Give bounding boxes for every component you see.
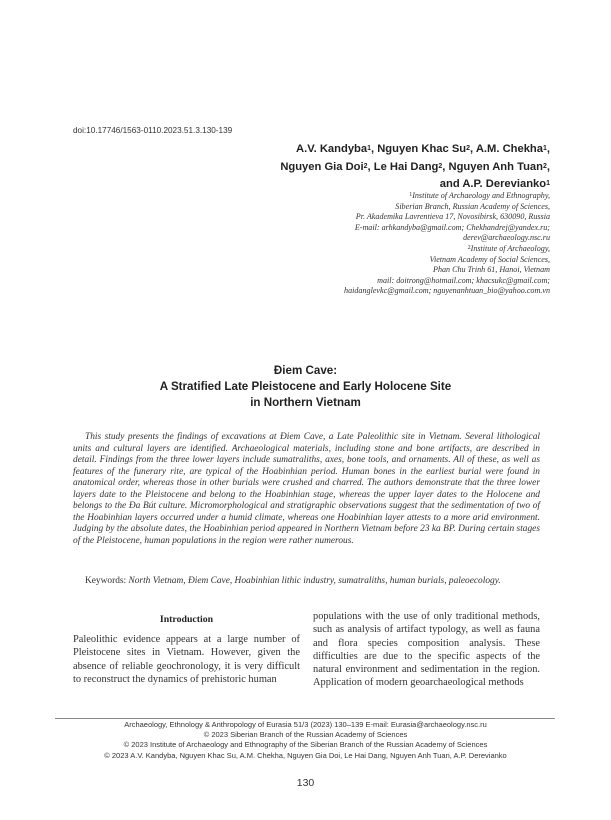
author-line-text: A.V. Kandyba	[296, 143, 368, 155]
affiliation-line	[344, 191, 550, 202]
affiliation-line	[344, 265, 550, 276]
title-line: A Stratified Late Pleistocene and Early Holocene Site	[159, 380, 452, 393]
footer-line: © 2023 Institute of Archaeology and Ethnography of the Siberian Branch of the Russian Academy of Sciences	[123, 740, 488, 750]
affiliation-line	[344, 255, 550, 266]
author-line-text: , Nguyen Anh Tuan	[442, 160, 543, 173]
author-line-text: ,	[546, 160, 550, 173]
affiliation-line-text: Pr. Akademika Lavrentieva 17, Novosibirsk, 630090, Russia	[355, 212, 550, 222]
keywords-list: North Vietnam, Điem Cave, Hoabinhian lithic industry, sumatraliths, human burials, paleoecology.	[128, 576, 501, 586]
affiliation-line-text: derev@archaeology.nsc.ru	[463, 233, 550, 243]
author-line-text: Nguyen Gia Doi	[280, 160, 364, 173]
affiliation-line-text: Siberian Branch, Russian Academy of Sciences,	[395, 201, 550, 211]
body-column-left: Paleolithic evidence appears at a large number of Pleistocene sites in Vietnam. However, given the absence of reliable geochronology, it is very difficult to reconstruct the dynamics of prehistoric human	[73, 634, 300, 685]
footer-line: © 2023 Siberian Branch of the Russian Academy of Sciences	[203, 730, 408, 740]
footnote-marker: 1	[542, 145, 547, 152]
footer-divider	[55, 718, 555, 719]
affiliation-line	[344, 276, 550, 287]
footnote-marker: 2	[467, 244, 471, 251]
section-heading-introduction: Introduction	[159, 614, 214, 625]
author-line-text: , Nguyen Khac Su	[371, 143, 467, 155]
author-line-text: , A.M. Chekha	[470, 143, 543, 155]
title-line: Điem Cave:	[273, 364, 338, 377]
article-title	[0, 363, 611, 411]
affiliation-line	[344, 286, 550, 297]
abstract: This study presents the findings of excavations at Điem Cave, a Late Paleolithic site in Vietnam. Several lithological units and cultural layers are identified. Archaeological materials, including stone and bone artifacts, are described in detail. Findings from the three lower layers include sumatraliths, axes, bone tools, and ornaments. All of these, as well as features of the funerary rite, are typical of the Hoabinhian period. Human bones in the earliest burial were found in anatomical order, whereas those in other burials were crushed and charred. The authors demonstrate that the three lower layers date to the Pleistocene and belong to the Hoabinhian stage, whereas the upper layer dates to the Holocene and belongs to the Đa Bút culture. Micromorphological and stratigraphic observations suggest that the sedimentation of two of the Hoabinhian layers occurred under a humid climate, whereas one Hoabinhian layer attests to a more arid environment. Judging by the absolute dates, the Hoabinhian period appeared in Northern Vietnam before 23 ka BP. During certain stages of the Pleistocene, human populations in the region were rather numerous.	[73, 432, 540, 546]
author-line-text: and A.P. Derevianko	[439, 178, 547, 190]
affiliation-line-text: haidanglevkc@gmail.com; nguyenanhtuan_bio@yahoo.com.vn	[344, 286, 550, 296]
title-line: in Northern Vietnam	[250, 396, 361, 409]
author-line	[280, 159, 550, 177]
affiliation-line	[344, 212, 550, 223]
author-line	[280, 141, 550, 159]
doi-line: doi:10.17746/1563-0110.2023.51.3.130-139	[73, 126, 233, 135]
affiliation-line-text: Institute of Archaeology,	[470, 243, 550, 253]
footnote-marker: 2	[542, 162, 547, 170]
affiliation-line	[344, 244, 550, 255]
affiliation-line-text: Institute of Archaeology and Ethnography,	[412, 191, 550, 200]
journal-footer	[0, 720, 611, 761]
footnote-marker: 1	[546, 180, 550, 187]
affiliation-line-text: E-mail: arhkandyba@gmail.com; Chekhandrej@yandex.ru;	[354, 222, 550, 232]
author-line-text: ,	[546, 143, 550, 155]
affiliation-line-text: mail: doitrong@hotmail.com; khacsukc@gmail.com;	[377, 275, 550, 285]
affiliation-line	[344, 233, 550, 244]
footnote-marker: 2	[438, 162, 443, 170]
footer-line: © 2023 A.V. Kandyba, Nguyen Khac Su, A.M. Chekha, Nguyen Gia Doi, Le Hai Dang, Nguyen Anh Tuan, A.P. Derevianko	[104, 750, 507, 760]
body-column-right: populations with the use of only traditional methods, such as analysis of artifact typology, as well as fauna and flora species composition analysis. These difficulties are due to the specific aspects of the natural environment and sedimentation in the region. Application of modern geoarchaeological methods	[313, 611, 540, 689]
page-number: 130	[296, 777, 315, 789]
keywords-label: Keywords:	[85, 576, 127, 586]
author-list	[280, 141, 550, 194]
author-line-text: , Le Hai Dang	[367, 160, 439, 173]
footnote-marker: 1	[367, 145, 372, 152]
footer-line: Archaeology, Ethnology & Anthropology of Eurasia 51/3 (2023) 130–139 E-mail: Eurasia@archaeology.nsc.ru	[124, 720, 487, 729]
affiliations	[344, 191, 550, 297]
footnote-marker: 1	[409, 192, 413, 198]
footnote-marker: 2	[466, 145, 471, 152]
footnote-marker: 2	[363, 162, 368, 170]
affiliation-line-text: Vietnam Academy of Social Sciences,	[429, 254, 550, 264]
affiliation-line	[344, 202, 550, 213]
affiliation-line	[344, 223, 550, 234]
keywords	[85, 576, 501, 586]
affiliation-line-text: Phan Chu Trinh 61, Hanoi, Vietnam	[433, 265, 550, 275]
